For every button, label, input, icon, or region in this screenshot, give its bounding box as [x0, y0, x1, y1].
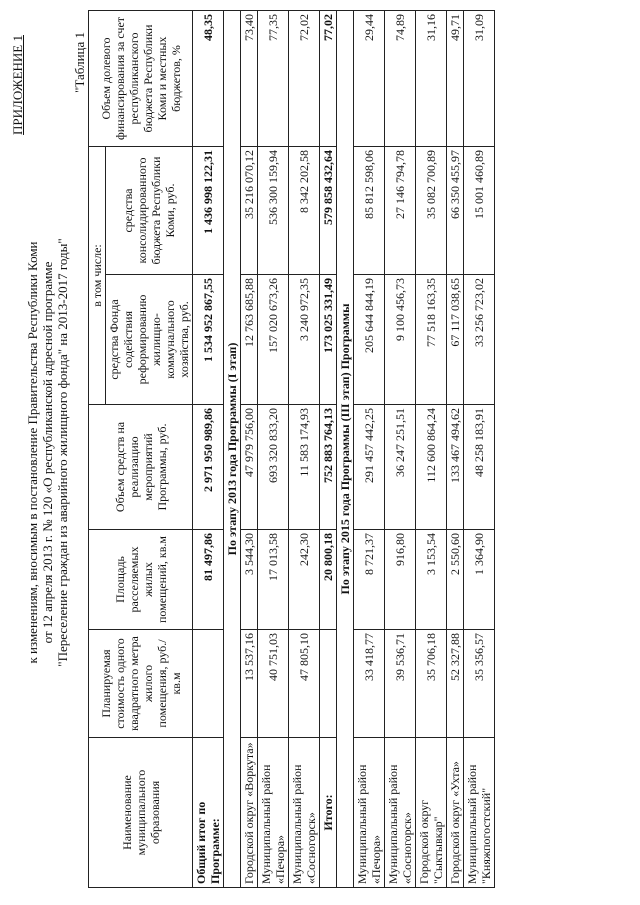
- cell-cost: 39 536,71: [385, 630, 416, 738]
- cell-budget: 85 812 598,06: [354, 147, 385, 275]
- cell-area: 20 800,18: [320, 530, 337, 630]
- cell-name: Итого:: [320, 738, 337, 888]
- cell-cost: 35 356,57: [464, 630, 495, 738]
- cell-cost: [193, 630, 224, 738]
- section-title: По этапу 2015 года Программы (III этап) Программы: [337, 11, 354, 888]
- cell-share: 31,09: [464, 11, 495, 147]
- cell-fund: 33 256 723,02: [464, 275, 495, 405]
- cell-fund: 173 025 331,49: [320, 275, 337, 405]
- cell-fund: 67 117 038,65: [447, 275, 464, 405]
- cell-name: Муниципальный район «Печора»: [258, 738, 289, 888]
- table-row: [241, 11, 258, 888]
- cell-total: 133 467 494,62: [447, 405, 464, 530]
- cell-area: 916,80: [385, 530, 416, 630]
- cell-total: 2 971 950 989,86: [193, 405, 224, 530]
- cell-fund: 205 644 844,19: [354, 275, 385, 405]
- header-row-1: [89, 11, 106, 888]
- table-row: [354, 11, 385, 888]
- cell-share: 77,35: [258, 11, 289, 147]
- program-table: [88, 10, 495, 888]
- cell-budget: 536 300 159,94: [258, 147, 289, 275]
- col-name: Наименование муниципального образования: [89, 738, 193, 888]
- cell-share: 31,16: [416, 11, 447, 147]
- cell-budget: 15 001 460,89: [464, 147, 495, 275]
- cell-area: 3 544,30: [241, 530, 258, 630]
- table-row: [289, 11, 320, 888]
- cell-share: 49,71: [447, 11, 464, 147]
- header-line-3: "Переселение граждан из аварийного жилищного фонда" на 2013-2017 годы": [55, 238, 70, 667]
- header-line-2: от 12 апреля 2013 г. № 120 «О республиканской адресной программе: [40, 261, 55, 644]
- cell-budget: 66 350 455,97: [447, 147, 464, 275]
- cell-cost: 35 706,18: [416, 630, 447, 738]
- cell-budget: 35 082 700,89: [416, 147, 447, 275]
- grand-total-row: [193, 11, 224, 888]
- cell-area: 3 153,54: [416, 530, 447, 630]
- cell-cost: 33 418,77: [354, 630, 385, 738]
- table-row: [385, 11, 416, 888]
- appendix-title: ПРИЛОЖЕНИЕ 1: [10, 35, 25, 135]
- cell-total: 36 247 251,51: [385, 405, 416, 530]
- cell-cost: [320, 630, 337, 738]
- cell-name: Городской округ «Ухта»: [447, 738, 464, 888]
- col-budget: средства консолидированного бюджета Республики Коми, руб.: [106, 147, 193, 275]
- header-line-1: к изменениям, вносимым в постановление Правительства Республики Коми: [25, 241, 40, 664]
- cell-area: 242,30: [289, 530, 320, 630]
- cell-total: 291 457 442,25: [354, 405, 385, 530]
- cell-area: 2 550,60: [447, 530, 464, 630]
- cell-cost: 13 537,16: [241, 630, 258, 738]
- cell-name: Общий итог по Программе:: [193, 738, 224, 888]
- cell-total: 112 600 864,24: [416, 405, 447, 530]
- cell-fund: 157 020 673,26: [258, 275, 289, 405]
- cell-name: Муниципальный район «Сосногорск»: [289, 738, 320, 888]
- cell-fund: 77 518 163,35: [416, 275, 447, 405]
- cell-share: 29,44: [354, 11, 385, 147]
- col-fund: средства Фонда содействия реформированию жилищно-коммунального хозяйства, руб.: [106, 275, 193, 405]
- cell-total: 693 320 833,20: [258, 405, 289, 530]
- col-including: в том числе:: [89, 147, 106, 405]
- section-1-total-row: [320, 11, 337, 888]
- table-row: [447, 11, 464, 888]
- col-area: Площадь расселяемых жилых помещений, кв.м: [89, 530, 193, 630]
- cell-name: Муниципальный район "Княжпогостский": [464, 738, 495, 888]
- table-row: [464, 11, 495, 888]
- cell-total: 48 258 183,91: [464, 405, 495, 530]
- cell-area: 1 364,90: [464, 530, 495, 630]
- section-title: По этапу 2013 года Программы (I этап): [224, 11, 241, 888]
- section-1-title-row: [224, 11, 241, 888]
- section-2-title-row: [337, 11, 354, 888]
- cell-share: 73,40: [241, 11, 258, 147]
- cell-cost: 40 751,03: [258, 630, 289, 738]
- cell-share: 74,89: [385, 11, 416, 147]
- cell-cost: 47 805,10: [289, 630, 320, 738]
- cell-total: 47 979 756,00: [241, 405, 258, 530]
- cell-name: Городской округ "Сыктывкар": [416, 738, 447, 888]
- cell-fund: 1 534 952 867,55: [193, 275, 224, 405]
- cell-budget: 8 342 202,58: [289, 147, 320, 275]
- document-header: [10, 0, 70, 905]
- table-row: [258, 11, 289, 888]
- table-row: [416, 11, 447, 888]
- cell-fund: 3 240 972,35: [289, 275, 320, 405]
- table-number: "Таблица 1: [72, 32, 87, 93]
- cell-total: 11 583 174,93: [289, 405, 320, 530]
- cell-share: 72,02: [289, 11, 320, 147]
- col-share: Объем долевого финансирования за счет республиканского бюджета Республики Коми и местных бюджетов, %: [89, 11, 193, 147]
- cell-fund: 12 763 685,88: [241, 275, 258, 405]
- col-total: Объем средств на реализацию мероприятий Программы, руб.: [89, 405, 193, 530]
- cell-budget: 1 436 998 122,31: [193, 147, 224, 275]
- col-cost: Планируемая стоимость одного квадратного метра жилого помещения, руб./кв.м: [89, 630, 193, 738]
- cell-total: 752 883 764,13: [320, 405, 337, 530]
- cell-budget: 35 216 070,12: [241, 147, 258, 275]
- cell-budget: 27 146 794,78: [385, 147, 416, 275]
- cell-area: 8 721,37: [354, 530, 385, 630]
- cell-area: 17 013,58: [258, 530, 289, 630]
- cell-share: 48,35: [193, 11, 224, 147]
- cell-name: Муниципальный район «Печора»: [354, 738, 385, 888]
- cell-name: Городской округ «Воркута»: [241, 738, 258, 888]
- cell-fund: 9 100 456,73: [385, 275, 416, 405]
- cell-budget: 579 858 432,64: [320, 147, 337, 275]
- cell-name: Муниципальный район «Сосногорск»: [385, 738, 416, 888]
- cell-share: 77,02: [320, 11, 337, 147]
- cell-cost: 52 327,88: [447, 630, 464, 738]
- cell-area: 81 497,86: [193, 530, 224, 630]
